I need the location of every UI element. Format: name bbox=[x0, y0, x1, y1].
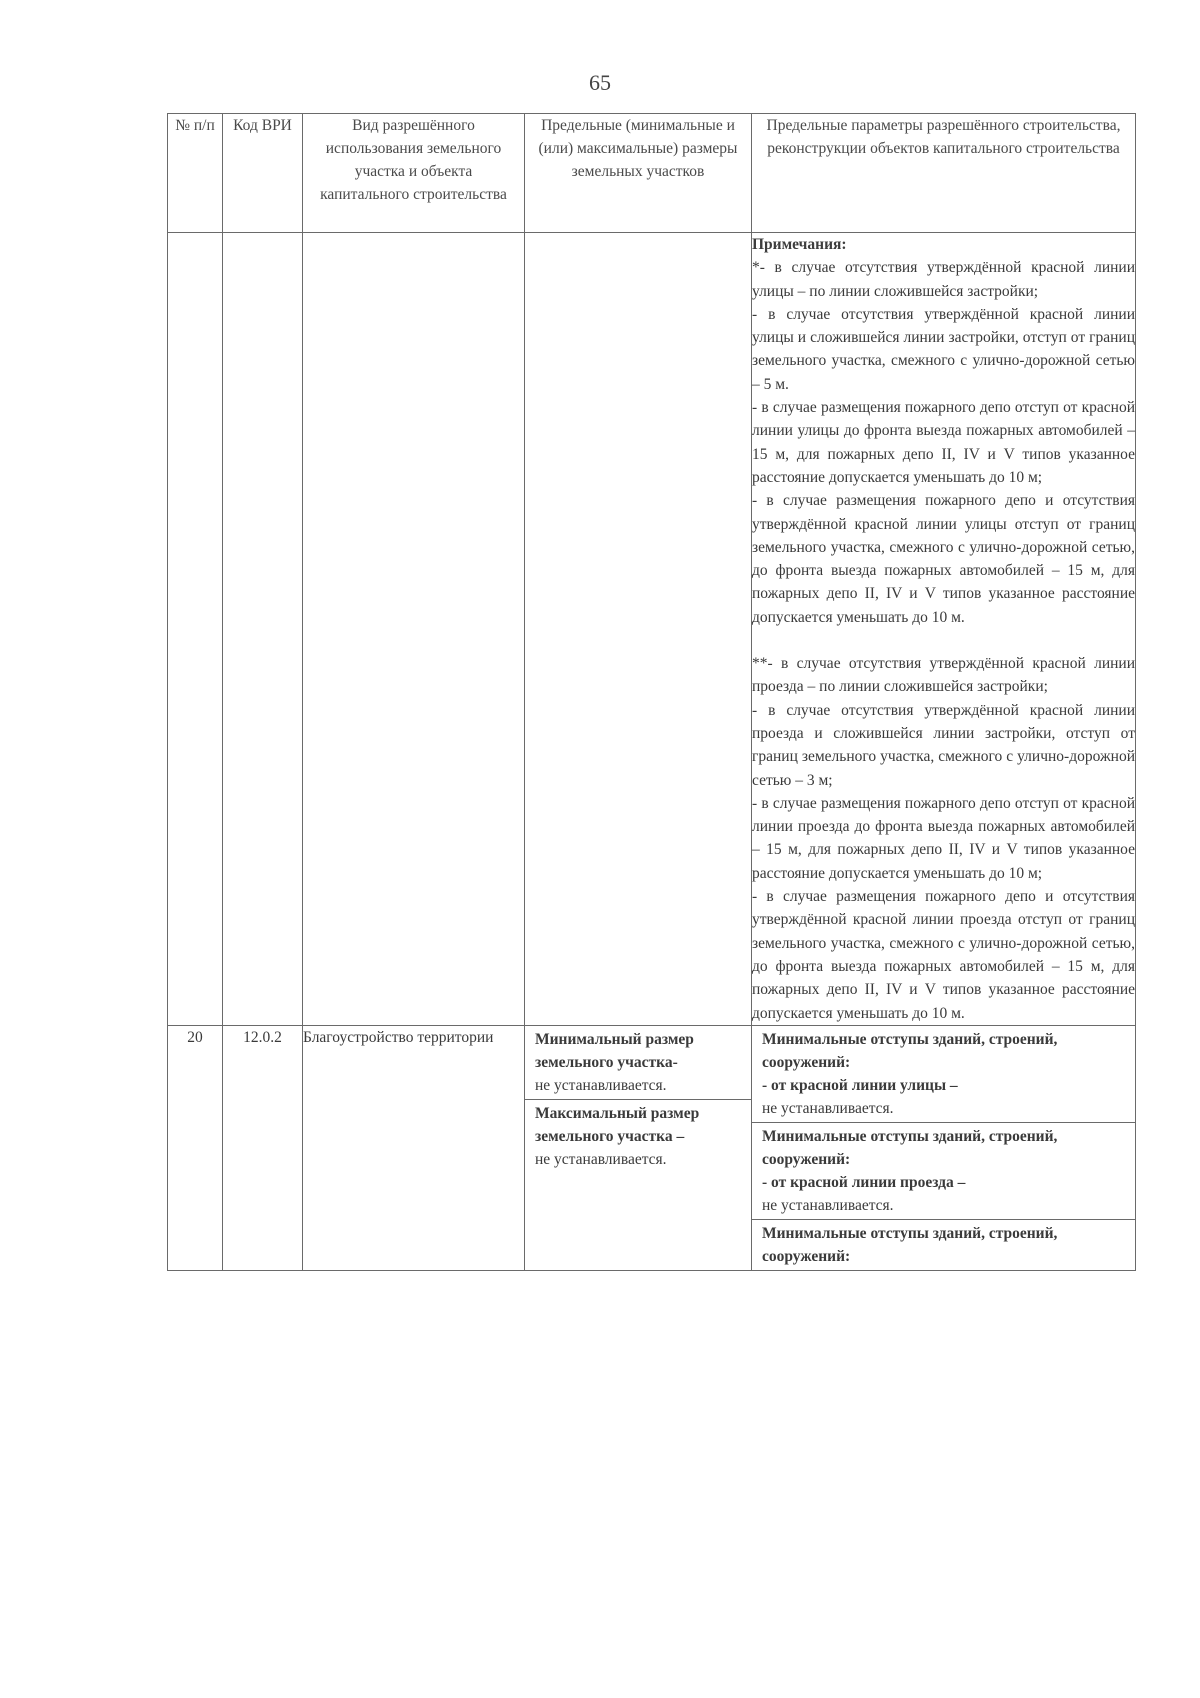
min-size-label: Минимальный размер земельного участка- bbox=[535, 1030, 694, 1071]
max-size-block bbox=[525, 1099, 751, 1173]
param2-value: не устанавливается. bbox=[762, 1196, 894, 1214]
param1-sub: - от красной линии улицы – bbox=[762, 1076, 958, 1094]
notes-cell bbox=[752, 233, 1136, 1026]
max-size-value: не устанавливается. bbox=[535, 1150, 667, 1168]
note-paragraph: - в случае размещения пожарного депо отступ от красной линии проезда до фронта выезда пожарных автомобилей – 15 м, для пожарных депо II, IV и V типов указанное расстояние допускается уменьшать до 10 м; bbox=[752, 794, 1135, 882]
header-plot-sizes: Предельные (минимальные и (или) максимальные) размеры земельных участков bbox=[525, 114, 752, 233]
regulations-table bbox=[167, 113, 1136, 1271]
header-parameters: Предельные параметры разрешённого строительства, реконструкции объектов капитального строительства bbox=[752, 114, 1136, 233]
param2-label: Минимальные отступы зданий, строений, сооружений: bbox=[762, 1127, 1058, 1168]
note-paragraph: - в случае размещения пожарного депо и отсутствия утверждённой красной линии проезда отступ от границ земельного участка, смежного с улично-дорожной сетью, до фронта выезда пожарных автомобилей – 15 м, для пожарных депо II, IV и V типов указанное расстояние допускается уменьшать до 10 м. bbox=[752, 888, 1135, 1022]
notes-code-cell bbox=[223, 233, 303, 1026]
param-block-1 bbox=[752, 1026, 1135, 1122]
row-parameters bbox=[752, 1025, 1136, 1270]
table-header-row bbox=[168, 114, 1136, 233]
notes-use-cell bbox=[303, 233, 525, 1026]
param1-label: Минимальные отступы зданий, строений, сооружений: bbox=[762, 1030, 1058, 1071]
notes-title: Примечания: bbox=[752, 236, 847, 253]
row-num: 20 bbox=[168, 1025, 223, 1270]
note-paragraph: - в случае отсутствия утверждённой красной линии улицы и сложившейся линии застройки, отступ от границ земельного участка, смежного с улично-дорожной сетью – 5 м. bbox=[752, 305, 1135, 393]
header-num: № п/п bbox=[168, 114, 223, 233]
page-number: 65 bbox=[589, 70, 611, 95]
param1-value: не устанавливается. bbox=[762, 1099, 894, 1117]
header-code: Код ВРИ bbox=[223, 114, 303, 233]
notes-num-cell bbox=[168, 233, 223, 1026]
table-row-notes bbox=[168, 233, 1136, 1026]
param3-label: Минимальные отступы зданий, строений, сооружений: bbox=[762, 1224, 1058, 1265]
note-paragraph: **- в случае отсутствия утверждённой красной линии проезда – по линии сложившейся застройки; bbox=[752, 655, 1135, 696]
note-paragraph: *- в случае отсутствия утверждённой красной линии улицы – по линии сложившейся застройки; bbox=[752, 259, 1135, 300]
row-plot-sizes bbox=[525, 1025, 752, 1270]
param2-sub: - от красной линии проезда – bbox=[762, 1173, 966, 1191]
row-use-type: Благоустройство территории bbox=[303, 1025, 525, 1270]
note-paragraph: - в случае отсутствия утверждённой красной линии проезда и сложившейся линии застройки, отступ от границ земельного участка, смежного с улично-дорожной сетью – 3 м; bbox=[752, 701, 1135, 789]
param-block-2 bbox=[752, 1122, 1135, 1219]
header-use-type: Вид разрешённого использования земельного участка и объекта капитального строительства bbox=[303, 114, 525, 233]
min-size-value: не устанавливается. bbox=[535, 1076, 667, 1094]
note-paragraph: - в случае размещения пожарного депо и отсутствия утверждённой красной линии улицы отступ от границ земельного участка, смежного с улично-дорожной сетью, до фронта выезда пожарных автомобилей – 15 м, для пожарных депо II, IV и V типов указанное расстояние допускается уменьшать до 10 м. bbox=[752, 492, 1135, 626]
notes-size-cell bbox=[525, 233, 752, 1026]
param-block-3 bbox=[752, 1219, 1135, 1270]
table-row-20 bbox=[168, 1025, 1136, 1270]
note-paragraph: - в случае размещения пожарного депо отступ от красной линии улицы до фронта выезда пожарных автомобилей – 15 м, для пожарных депо II, IV и V типов указанное расстояние допускается уменьшать до 10 м; bbox=[752, 399, 1135, 486]
row-code: 12.0.2 bbox=[223, 1025, 303, 1270]
min-size-block bbox=[525, 1026, 751, 1099]
max-size-label: Максимальный размер земельного участка – bbox=[535, 1104, 700, 1145]
